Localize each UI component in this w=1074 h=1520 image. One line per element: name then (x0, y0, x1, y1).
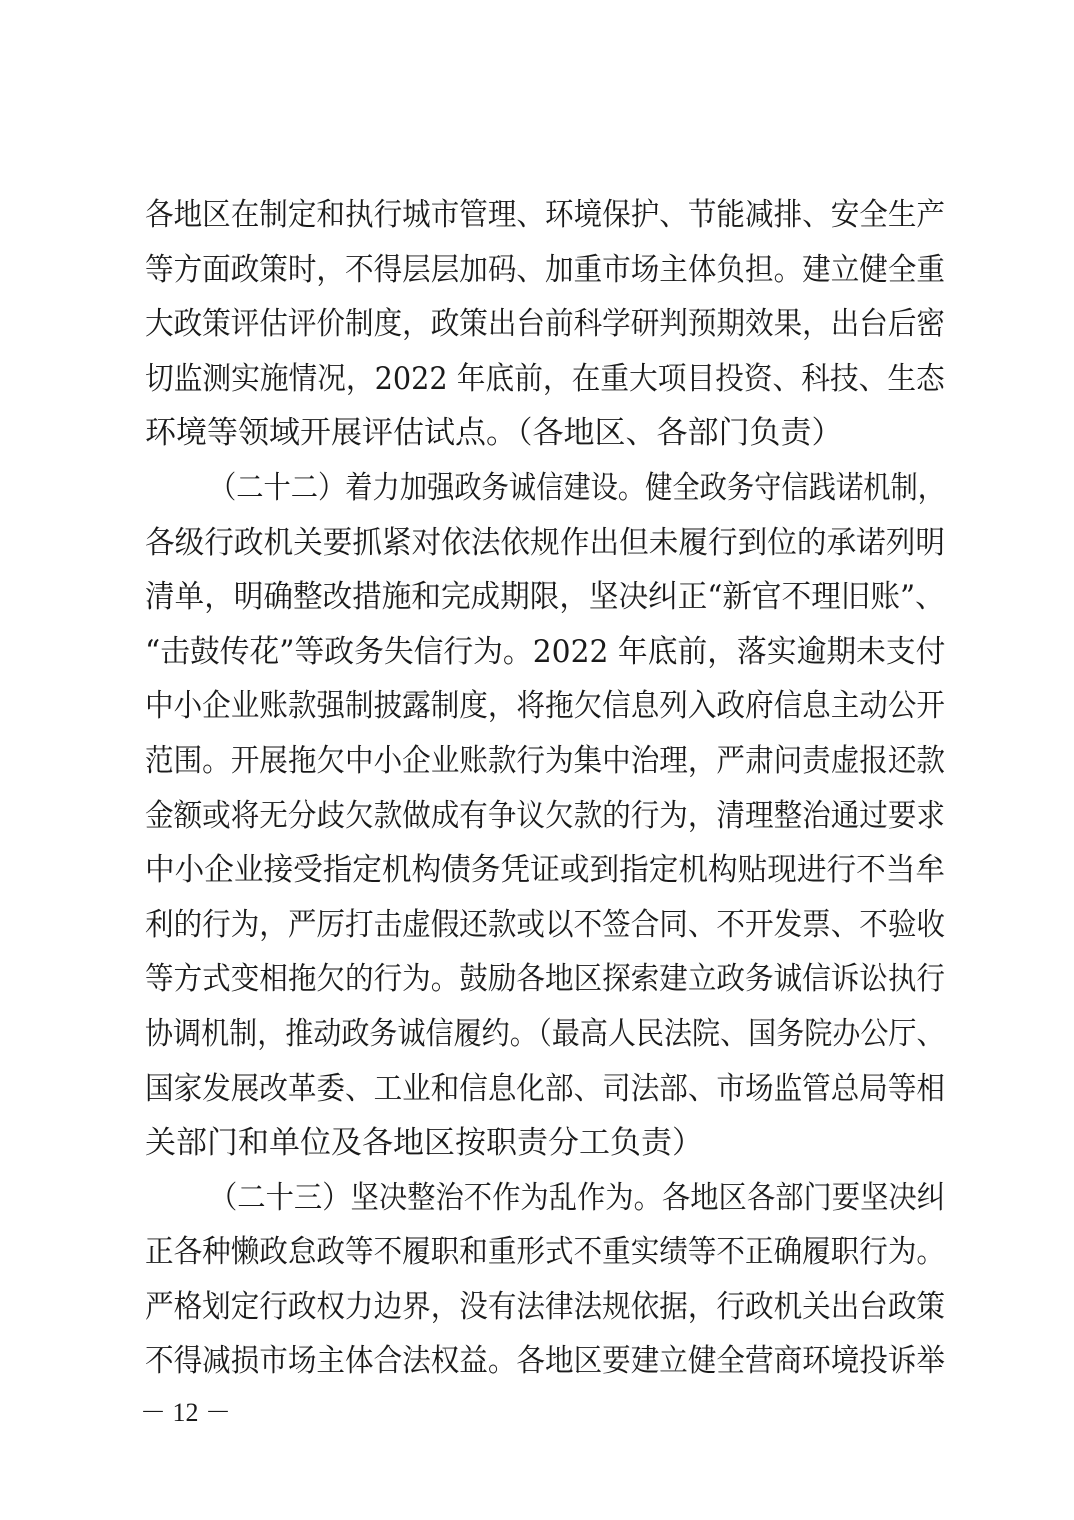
text-line-content: 切监测实施情况，2022 年底前，在重大项目投资、科技、生态 (145, 360, 945, 397)
text-line-content: （二十三）坚决整治不作为乱作为。各地区各部门要坚决纠 (209, 1179, 945, 1216)
text-line (145, 679, 945, 734)
paragraph-heading-line (145, 1171, 945, 1226)
text-line-content: 大政策评估评价制度，政策出台前科学研判预期效果，出台后密 (145, 306, 945, 343)
text-line (145, 516, 945, 571)
text-line-content: 范围。开展拖欠中小企业账款行为集中治理，严肃问责虚报还款 (145, 742, 945, 779)
text-line-content: 清单，明确整改措施和完成期限，坚决纠正“新官不理旧账”、 (145, 579, 945, 616)
text-line-content: 各地区在制定和执行城市管理、环境保护、节能减排、安全生产 (145, 197, 945, 233)
text-line (145, 843, 945, 898)
text-line (145, 625, 945, 680)
text-line-content: 中小企业接受指定机构债务凭证或到指定机构贴现进行不当牟 (145, 852, 945, 889)
text-line-content: （二十二）着力加强政务诚信建设。健全政务守信践诺机制， (209, 469, 945, 506)
text-line (145, 188, 945, 243)
text-line-content: 等方面政策时，不得层层加码、加重市场主体负担。建立健全重 (145, 251, 945, 288)
text-line (145, 952, 945, 1007)
text-line-content: 严格划定行政权力边界，没有法律法规依据，行政机关出台政策 (145, 1288, 945, 1325)
text-line (145, 1062, 945, 1117)
text-line-content: 等方式变相拖欠的行为。鼓励各地区探索建立政务诚信诉讼执行 (145, 961, 945, 998)
text-line-content: 正各种懒政怠政等不履职和重形式不重实绩等不正确履职行为。 (145, 1234, 945, 1271)
page-number: － 12 － (140, 1398, 232, 1427)
text-line (145, 1280, 945, 1335)
text-line (145, 898, 945, 953)
text-line-content: 各级行政机关要抓紧对依法依规作出但未履行到位的承诺列明 (145, 524, 945, 561)
text-line-content: 不得减损市场主体合法权益。各地区要建立健全营商环境投诉举 (145, 1343, 945, 1380)
body-text (145, 188, 945, 1389)
text-line (145, 1225, 945, 1280)
text-line (145, 1007, 945, 1062)
text-line (145, 406, 945, 461)
text-line (145, 297, 945, 352)
paragraph-heading-line (145, 461, 945, 516)
text-line-content: 关部门和单位及各地区按职责分工负责） (145, 1125, 703, 1162)
text-line-content: 利的行为，严厉打击虚假还款或以不签合同、不开发票、不验收 (145, 906, 945, 943)
text-line (145, 734, 945, 789)
text-line (145, 789, 945, 844)
text-line (145, 1116, 945, 1171)
text-line-content: 金额或将无分歧欠款做成有争议欠款的行为，清理整治通过要求 (145, 797, 945, 834)
text-line-content: 环境等领域开展评估试点。（各地区、各部门负责） (145, 415, 843, 452)
text-line-content: 中小企业账款强制披露制度，将拖欠信息列入政府信息主动公开 (145, 688, 945, 725)
text-line (145, 243, 945, 298)
text-line-content: “击鼓传花”等政务失信行为。2022 年底前，落实逾期未支付 (145, 633, 945, 670)
text-line-content: 协调机制，推动政务诚信履约。（最高人民法院、国务院办公厅、 (145, 1015, 945, 1052)
text-line-content: 国家发展改革委、工业和信息化部、司法部、市场监管总局等相 (145, 1070, 945, 1107)
text-line (145, 570, 945, 625)
text-line (145, 352, 945, 407)
text-line (145, 1334, 945, 1389)
